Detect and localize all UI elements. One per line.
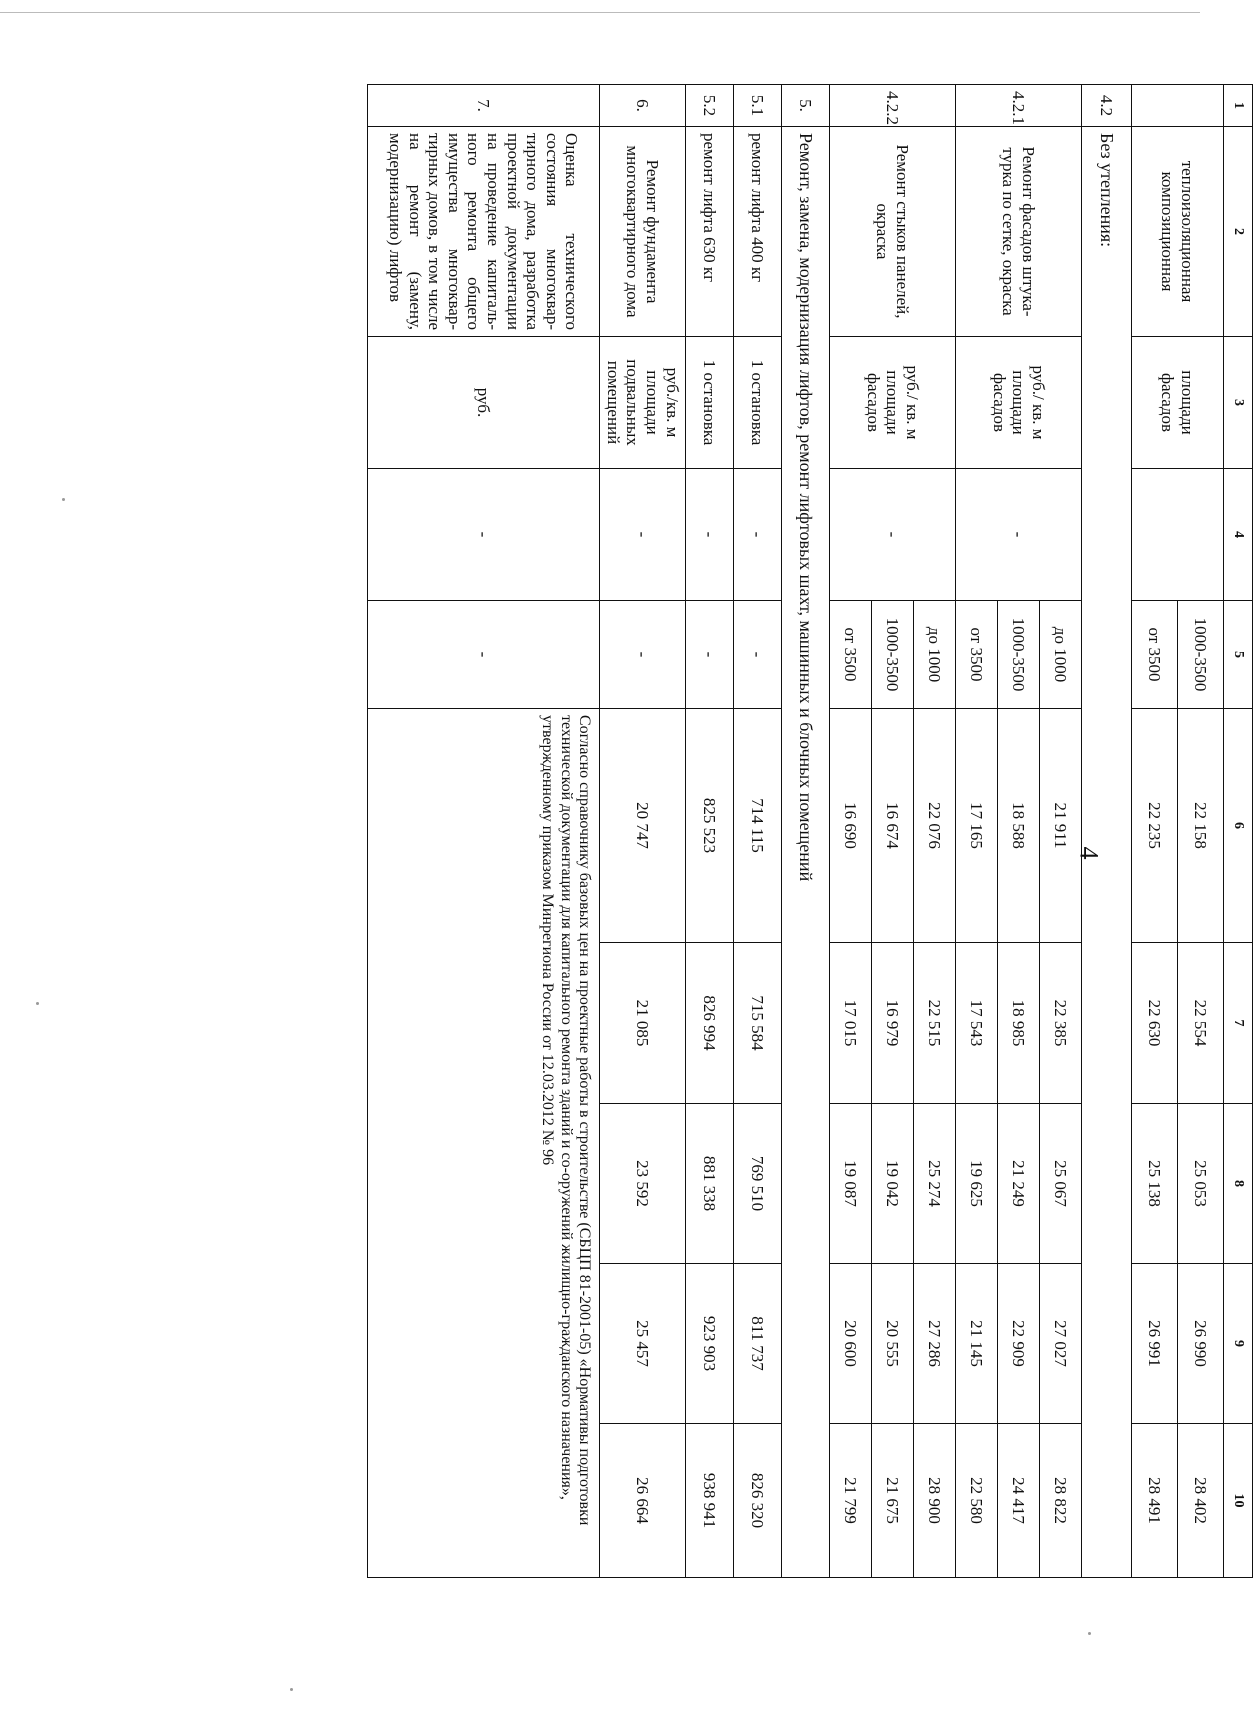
value-cell: 22 235 [1132, 709, 1178, 943]
range-cell: - [600, 601, 686, 709]
value-cell: 22 554 [1178, 943, 1224, 1104]
unit-cell: руб./кв. м площади подвальных помещений [600, 337, 686, 469]
value-cell: 22 909 [998, 1264, 1040, 1424]
col-header-4: 4 [1224, 469, 1253, 601]
unit-cell: руб. [368, 337, 600, 469]
value-cell: 826 320 [734, 1424, 782, 1578]
col4-cell [1132, 469, 1224, 601]
value-cell: 26 990 [1178, 1264, 1224, 1424]
page-number: 4 [1074, 846, 1104, 860]
value-cell: 769 510 [734, 1104, 782, 1264]
col-header-8: 8 [1224, 1104, 1253, 1264]
work-name-cell: Ремонт стыков панелей, окраска [830, 127, 956, 337]
col-header-5: 5 [1224, 601, 1253, 709]
value-cell: 16 690 [830, 709, 872, 943]
table-row [1178, 85, 1224, 1578]
value-cell: 22 630 [1132, 943, 1178, 1104]
value-cell: 22 385 [1040, 943, 1082, 1104]
value-cell: 923 903 [686, 1264, 734, 1424]
col4-cell: - [830, 469, 956, 601]
value-cell: 22 515 [914, 943, 956, 1104]
price-table [367, 84, 1253, 1578]
value-cell: 19 087 [830, 1104, 872, 1264]
value-cell: 21 675 [872, 1424, 914, 1578]
range-cell: от 3500 [830, 601, 872, 709]
unit-cell: руб./ кв. м площади фасадов [830, 337, 956, 469]
value-cell: 28 822 [1040, 1424, 1082, 1578]
range-cell: 1000-3500 [1178, 601, 1224, 709]
value-cell: 22 158 [1178, 709, 1224, 943]
work-name-cell: Ремонт фасадов штука-турка по сетке, окраска [956, 127, 1082, 337]
value-cell: 825 523 [686, 709, 734, 943]
value-cell: 24 417 [998, 1424, 1040, 1578]
unit-cell: 1 остановка [686, 337, 734, 469]
value-cell: 25 274 [914, 1104, 956, 1264]
section-title: Ремонт, замена, модернизация лифтов, ремонт лифтовых шахт, машинных и блочных помещений [782, 127, 830, 1578]
range-cell: до 1000 [914, 601, 956, 709]
scan-speck [290, 1688, 293, 1691]
value-cell: 18 588 [998, 709, 1040, 943]
value-cell: 826 994 [686, 943, 734, 1104]
col4-cell: - [734, 469, 782, 601]
range-cell: до 1000 [1040, 601, 1082, 709]
value-cell: 20 555 [872, 1264, 914, 1424]
rotated-table-wrapper [133, 84, 1253, 1577]
value-cell: 17 543 [956, 943, 998, 1104]
value-cell: 26 664 [600, 1424, 686, 1578]
row-number-cell [1132, 85, 1224, 127]
work-name-cell: ремонт лифта 400 кг [734, 127, 782, 337]
range-cell: 1000-3500 [872, 601, 914, 709]
value-cell: 28 900 [914, 1424, 956, 1578]
col-header-7: 7 [1224, 943, 1253, 1104]
row-number-cell: 6. [600, 85, 686, 127]
header-row [1224, 85, 1253, 1578]
col4-cell: - [686, 469, 734, 601]
value-cell: 938 941 [686, 1424, 734, 1578]
value-cell: 881 338 [686, 1104, 734, 1264]
col4-cell: - [956, 469, 1082, 601]
reference-note: Согласно справочнику базовых цен на проектные работы в строительстве (СБЦП 81-2001-05) «Нормативы подготовки технической документации для капитального ремонта зданий и со-оружений жилищно-гражданского назначения», утвержденному приказом Минрегиона России от 12.03.2012 № 96 [368, 709, 600, 1578]
range-cell: 1000-3500 [998, 601, 1040, 709]
value-cell: 19 625 [956, 1104, 998, 1264]
value-cell: 17 015 [830, 943, 872, 1104]
scan-speck [36, 1002, 39, 1005]
scan-speck [62, 498, 65, 501]
col-header-6: 6 [1224, 709, 1253, 943]
value-cell: 22 076 [914, 709, 956, 943]
value-cell: 811 737 [734, 1264, 782, 1424]
row-number-cell: 5.2 [686, 85, 734, 127]
table-container [133, 84, 1253, 1577]
range-cell: - [686, 601, 734, 709]
value-cell: 23 592 [600, 1104, 686, 1264]
value-cell: 715 584 [734, 943, 782, 1104]
range-cell: - [368, 601, 600, 709]
value-cell: 16 979 [872, 943, 914, 1104]
value-cell: 16 674 [872, 709, 914, 943]
value-cell: 28 402 [1178, 1424, 1224, 1578]
col-header-2: 2 [1224, 127, 1253, 337]
col4-cell: - [368, 469, 600, 601]
value-cell: 21 249 [998, 1104, 1040, 1264]
section-row [1082, 85, 1132, 1578]
value-cell: 26 991 [1132, 1264, 1178, 1424]
value-cell: 25 067 [1040, 1104, 1082, 1264]
unit-cell: 1 остановка [734, 337, 782, 469]
work-name-cell: Ремонт фундамента многоквартирного дома [600, 127, 686, 337]
row-number-cell: 7. [368, 85, 600, 127]
value-cell: 27 027 [1040, 1264, 1082, 1424]
col-header-3: 3 [1224, 337, 1253, 469]
row-number-cell: 4.2.1 [956, 85, 1082, 127]
unit-cell: руб./ кв. м площади фасадов [956, 337, 1082, 469]
section-number: 5. [782, 85, 830, 127]
value-cell: 27 286 [914, 1264, 956, 1424]
range-cell: от 3500 [1132, 601, 1178, 709]
section-title: Без утепления: [1082, 127, 1132, 1578]
value-cell: 20 747 [600, 709, 686, 943]
value-cell: 21 911 [1040, 709, 1082, 943]
work-name-cell: Оценка технического состояния многоквар-тирного дома, разработка проектной документации на проведение капиталь-ного ремонта общего имущества многоквар-тирных домов, в том числе на ремонт (замену, модернизацию) лифтов [368, 127, 600, 337]
value-cell: 18 985 [998, 943, 1040, 1104]
value-cell: 17 165 [956, 709, 998, 943]
col-header-9: 9 [1224, 1264, 1253, 1424]
value-cell: 714 115 [734, 709, 782, 943]
row-number-cell: 5.1 [734, 85, 782, 127]
unit-cell: площади фасадов [1132, 337, 1224, 469]
scan-edge-line [0, 12, 1200, 13]
scan-speck [1088, 1632, 1091, 1635]
value-cell: 25 138 [1132, 1104, 1178, 1264]
value-cell: 20 600 [830, 1264, 872, 1424]
table-row [1040, 85, 1082, 1578]
value-cell: 21 799 [830, 1424, 872, 1578]
section-number: 4.2 [1082, 85, 1132, 127]
table-row [686, 85, 734, 1578]
table-row [600, 85, 686, 1578]
value-cell: 19 042 [872, 1104, 914, 1264]
value-cell: 25 457 [600, 1264, 686, 1424]
value-cell: 22 580 [956, 1424, 998, 1578]
value-cell: 21 085 [600, 943, 686, 1104]
table-row [734, 85, 782, 1578]
row-number-cell: 4.2.2 [830, 85, 956, 127]
range-cell: - [734, 601, 782, 709]
value-cell: 28 491 [1132, 1424, 1178, 1578]
col-header-1: 1 [1224, 85, 1253, 127]
col4-cell: - [600, 469, 686, 601]
table-row [368, 85, 600, 1578]
col-header-10: 10 [1224, 1424, 1253, 1578]
value-cell: 21 145 [956, 1264, 998, 1424]
work-name-cell: ремонт лифта 630 кг [686, 127, 734, 337]
value-cell: 25 053 [1178, 1104, 1224, 1264]
table-row [914, 85, 956, 1578]
range-cell: от 3500 [956, 601, 998, 709]
section-row [782, 85, 830, 1578]
work-name-cell: теплоизоляционная композиционная [1132, 127, 1224, 337]
